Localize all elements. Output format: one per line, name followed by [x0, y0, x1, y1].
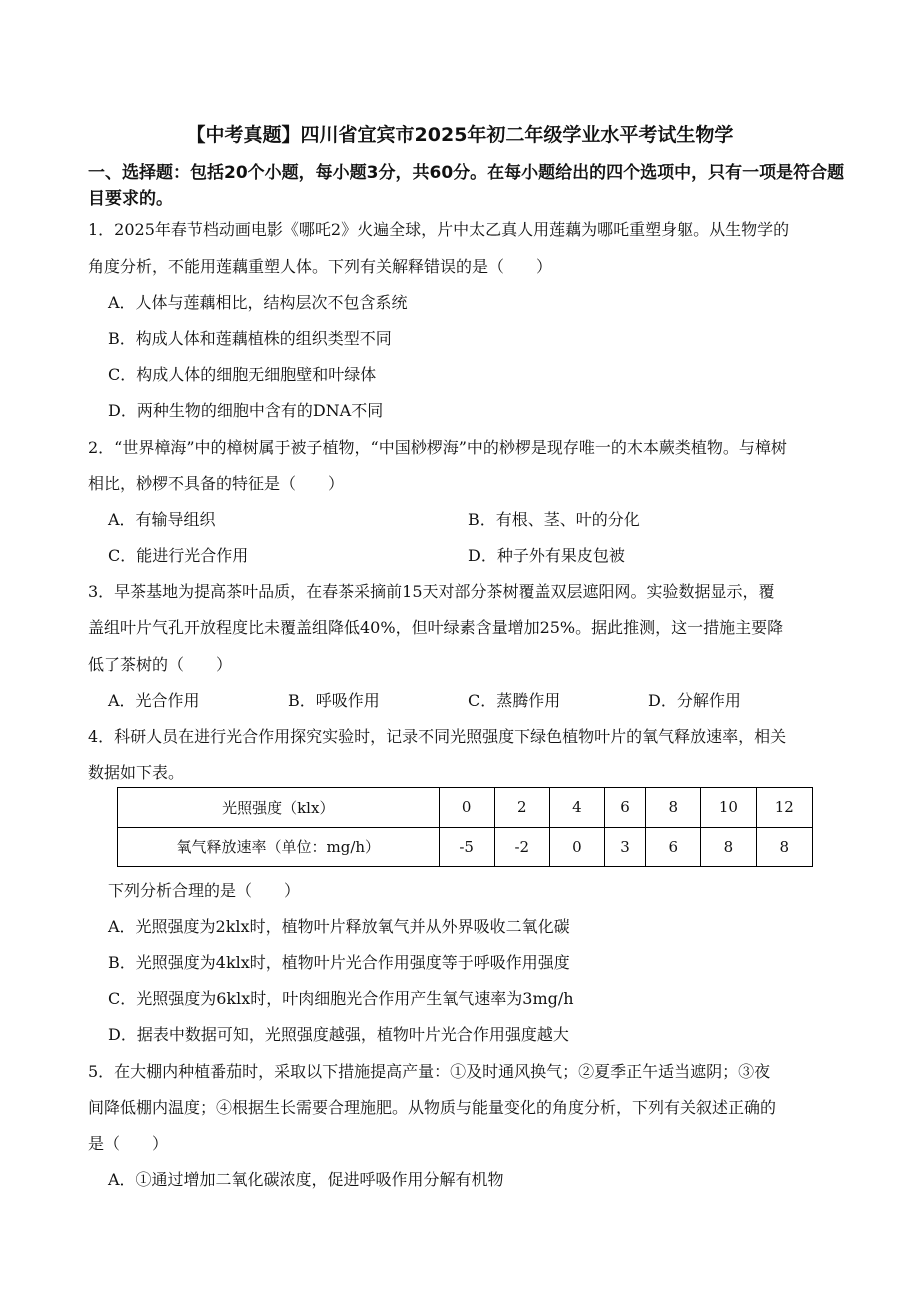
table-cell: -5 — [439, 827, 494, 867]
question-3-option-d: D．分解作用 — [648, 691, 741, 710]
question-3-option-c: C．蒸腾作用 — [468, 691, 561, 710]
question-4-option-d: D．据表中数据可知，光照强度越强，植物叶片光合作用强度越大 — [108, 1025, 569, 1044]
question-1-line-2: 角度分析，不能用莲藕重塑人体。下列有关解释错误的是（ ） — [88, 257, 553, 276]
question-2-option-d: D．种子外有果皮包被 — [468, 546, 625, 565]
table-cell: 6 — [646, 827, 701, 867]
question-4-line-1: 4．科研人员在进行光合作用探究实验时，记录不同光照强度下绿色植物叶片的氧气释放速率，相关 — [88, 727, 787, 746]
question-1-line-1: 1．2025年春节档动画电影《哪吒2》火遍全球，片中太乙真人用莲藕为哪吒重塑身躯。从生物学的 — [88, 220, 790, 239]
question-3-line-1: 3．早茶基地为提高茶叶品质，在春茶采摘前15天对部分茶树覆盖双层遮阳网。实验数据显示，覆 — [88, 582, 775, 601]
table-cell: -2 — [494, 827, 549, 867]
question-4-option-b: B．光照强度为4klx时，植物叶片光合作用强度等于呼吸作用强度 — [108, 953, 570, 972]
question-2-line-2: 相比，桫椤不具备的特征是（ ） — [88, 474, 345, 493]
table-cell: 8 — [701, 827, 756, 867]
question-4-option-a: A．光照强度为2klx时，植物叶片释放氧气并从外界吸收二氧化碳 — [108, 917, 570, 936]
table-cell: 0 — [439, 788, 494, 828]
question-3-line-3: 低了茶树的（ ） — [88, 655, 233, 674]
question-5-line-2: 间降低棚内温度；④根据生长需要合理施肥。从物质与能量变化的角度分析，下列有关叙述正确的 — [88, 1098, 777, 1117]
question-3-line-2: 盖组叶片气孔开放程度比未覆盖组降低40%，但叶绿素含量增加25%。据此推测，这一措施主要降 — [88, 618, 784, 637]
table-row — [118, 827, 813, 867]
table-cell: 8 — [646, 788, 701, 828]
table-cell: 2 — [494, 788, 549, 828]
question-5-line-3: 是（ ） — [88, 1134, 169, 1153]
question-4-line-2: 数据如下表。 — [88, 763, 185, 782]
question-5-line-1: 5．在大棚内种植番茄时，采取以下措施提高产量：①及时通风换气；②夏季正午适当遮阴；③夜 — [88, 1062, 771, 1081]
question-4-prompt: 下列分析合理的是（ ） — [108, 881, 301, 900]
question-2-line-1: 2．“世界樟海”中的樟树属于被子植物，“中国桫椤海”中的桫椤是现存唯一的木本蕨类植物。与樟树 — [88, 438, 787, 457]
table-header-light: 光照强度（klx） — [118, 788, 440, 828]
table-header-oxygen: 氧气释放速率（单位：mg/h） — [118, 827, 440, 867]
table-cell: 0 — [549, 827, 604, 867]
question-3-option-a: A．光合作用 — [108, 691, 200, 710]
question-1-option-b: B．构成人体和莲藕植株的组织类型不同 — [108, 329, 392, 348]
question-3-option-b: B．呼吸作用 — [288, 691, 380, 710]
section-heading: 一、选择题：包括20个小题，每小题3分，共60分。在每小题给出的四个选项中，只有一项是符合题目要求的。 — [88, 163, 845, 209]
page-title: 【中考真题】四川省宜宾市2025年初二年级学业水平考试生物学 — [186, 124, 734, 146]
question-2-option-a: A．有输导组织 — [108, 510, 216, 529]
table-cell: 6 — [604, 788, 646, 828]
question-1-option-a: A．人体与莲藕相比，结构层次不包含系统 — [108, 293, 408, 312]
question-4-option-c: C．光照强度为6klx时，叶肉细胞光合作用产生氧气速率为3mg/h — [108, 989, 574, 1008]
table-row — [118, 788, 813, 828]
table-cell: 3 — [604, 827, 646, 867]
question-2-option-c: C．能进行光合作用 — [108, 546, 249, 565]
table-cell: 8 — [756, 827, 812, 867]
question-1-option-d: D．两种生物的细胞中含有的DNA不同 — [108, 401, 384, 420]
table-cell: 12 — [756, 788, 812, 828]
table-cell: 10 — [701, 788, 756, 828]
question-1-option-c: C．构成人体的细胞无细胞壁和叶绿体 — [108, 365, 377, 384]
question-2-option-b: B．有根、茎、叶的分化 — [468, 510, 640, 529]
question-5-option-a: A．①通过增加二氧化碳浓度，促进呼吸作用分解有机物 — [108, 1170, 504, 1189]
table-cell: 4 — [549, 788, 604, 828]
data-table — [117, 787, 813, 867]
